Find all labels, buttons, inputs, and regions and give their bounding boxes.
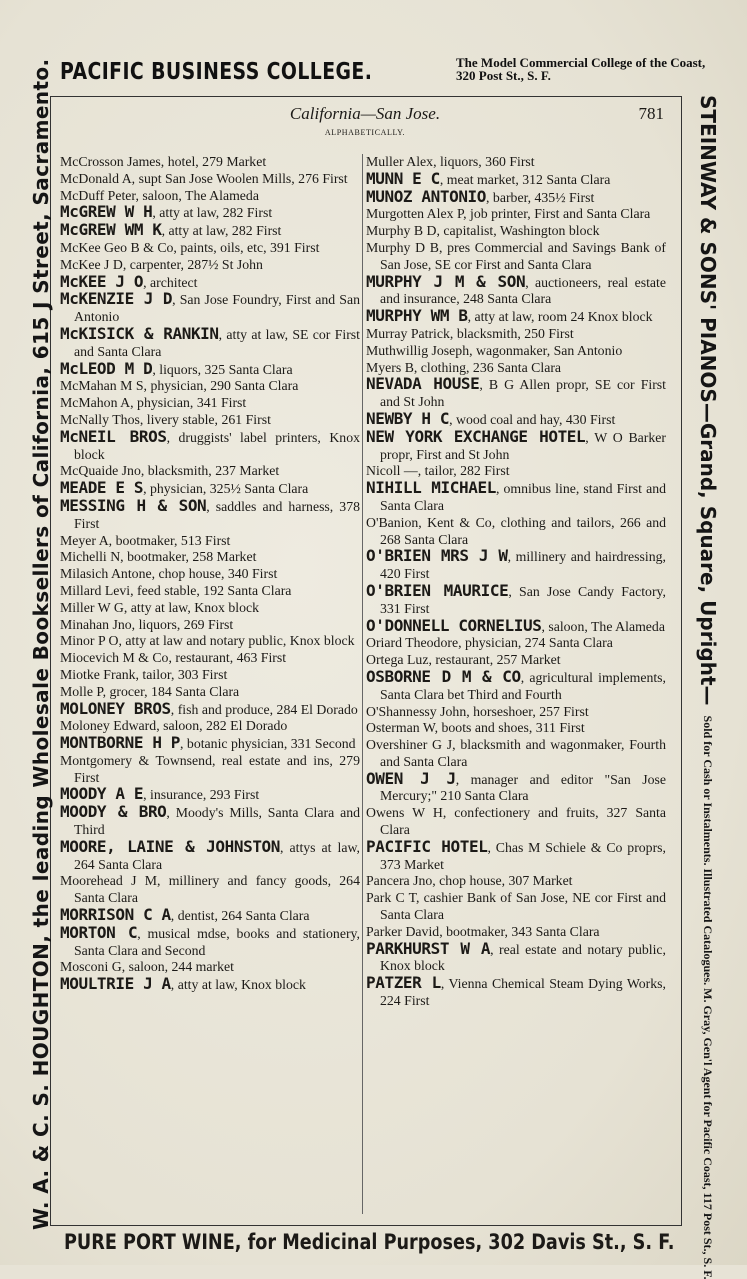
entry-name: MESSING H & SON: [60, 495, 207, 515]
entry-name: McGREW W H: [60, 202, 153, 222]
column-divider: [362, 154, 363, 1214]
entry-details: , liquors, 269 First: [131, 616, 234, 632]
entry-details: , physician, 290 Santa Clara: [143, 378, 299, 394]
top-ad-title: PACIFIC BUSINESS COLLEGE.: [60, 59, 373, 85]
entry-name: Pancera Jno: [366, 873, 433, 889]
entry-details: , saloon, The Alameda: [135, 187, 259, 203]
entry-details: , liquors, 360 First: [433, 154, 535, 169]
entry-name: McGREW WM K: [60, 220, 162, 240]
entry-name: McNEIL BROS: [60, 426, 167, 446]
directory-entry: [60, 323, 360, 361]
entry-details: , B G Allen propr, SE cor First and St John: [380, 377, 666, 410]
entry-details: , clothing, 236 Santa Clara: [413, 359, 562, 375]
directory-entry: [366, 223, 666, 240]
directory-entry: [60, 836, 360, 874]
entry-name: MUNN E C: [366, 168, 440, 188]
entry-name: O'Shannessy John: [366, 703, 467, 719]
entry-details: , physician, 341 First: [130, 395, 247, 411]
entry-name: Mosconi G: [60, 959, 122, 975]
directory-entry: [60, 533, 360, 550]
entry-name: Murray Patrick: [366, 325, 450, 341]
entry-details: , real estate and notary public, Knox block: [380, 941, 666, 974]
entry-name: Montgomery & Townsend: [60, 752, 212, 768]
entry-details: , auctioneers, real estate and insurance, 248 Santa Clara: [380, 274, 666, 307]
entry-name: Parker David: [366, 923, 440, 939]
right-margin-main: STEINWAY & SONS' PIANOS—Grand, Square, Upright—: [696, 95, 720, 706]
entry-name: MEADE E S: [60, 478, 144, 498]
entry-name: PACIFIC HOTEL: [366, 836, 488, 856]
directory-entry: [60, 600, 360, 617]
entry-details: , bootmaker, 343 Santa Clara: [439, 923, 600, 939]
entry-name: McDonald A: [60, 170, 132, 186]
directory-entry: [60, 976, 360, 994]
directory-entry: [60, 395, 360, 412]
directory-entry: [60, 154, 360, 171]
entry-name: McKee J D: [60, 256, 123, 272]
directory-entry: [366, 376, 666, 411]
entry-details: , Chas M Schiele & Co proprs, 373 Market: [380, 839, 666, 872]
entry-details: , saloon, 282 El Dorado: [156, 718, 288, 734]
directory-entry: [366, 768, 666, 806]
entry-details: , chop house, 307 Market: [432, 873, 573, 889]
entry-name: MONTBORNE H P: [60, 733, 181, 753]
directory-entry: [60, 583, 360, 600]
entry-details: , saloon, 244 market: [121, 959, 234, 975]
entry-details: , restaurant, 463 First: [168, 650, 287, 666]
directory-entry: [366, 426, 666, 464]
entry-details: , San Jose Candy Factory, 331 First: [380, 583, 666, 616]
directory-entry: [366, 515, 666, 549]
entry-details: , bootmaker, 258 Market: [120, 549, 257, 565]
entry-name: Minor P O: [60, 633, 119, 649]
directory-entry: [366, 635, 666, 652]
directory-entry: [366, 890, 666, 924]
entry-details: , pres Commercial and Savings Bank of San Jose, SE cor First and Santa Clara: [380, 239, 666, 272]
entry-details: , atty at law, 282 First: [152, 205, 273, 221]
entry-name: Oriard Theodore: [366, 635, 459, 651]
right-column: [366, 154, 666, 1010]
entry-details: , omnibus line, stand First and Santa Clara: [380, 481, 666, 513]
entry-details: , hotel, 279 Market: [160, 154, 267, 169]
entry-name: Miller W G: [60, 599, 124, 615]
left-margin-advertisement: W. A. & C. S. HOUGHTON, the leading Wholesale Booksellers of California, 615 J Street, Sacramento.: [29, 58, 53, 1230]
directory-entry: [60, 549, 360, 566]
entry-name: MUNOZ ANTONIO: [366, 186, 487, 206]
entry-details: , manager and editor "San Jose Mercury;" 210 Santa Clara: [380, 771, 666, 804]
directory-entry: [60, 633, 360, 650]
entry-name: OWEN J J: [366, 768, 456, 788]
entry-name: Ortega Luz: [366, 652, 429, 668]
entry-details: , blacksmith and wagonmaker, Fourth and Santa Clara: [380, 737, 666, 769]
directory-entry: [366, 186, 666, 207]
entry-details: , confectionery and fruits, 327 Santa Clara: [380, 805, 666, 838]
entry-name: MORRISON C A: [60, 905, 171, 925]
entry-name: Murphy D B: [366, 239, 439, 255]
entry-name: Overshiner G J: [366, 737, 453, 753]
entry-name: O'BRIEN MRS J W: [366, 546, 508, 566]
directory-entry: [60, 291, 360, 326]
entry-name: O'BRIEN MAURICE: [366, 580, 509, 600]
entry-details: , grocer, 184 Santa Clara: [102, 683, 240, 699]
entry-name: Minahan Jno: [60, 616, 132, 632]
entry-name: MOORE, LAINE & JOHNSTON: [60, 836, 281, 856]
entry-name: NEWBY H C: [366, 408, 450, 428]
entry-name: MOODY A E: [60, 784, 144, 804]
entry-details: , dentist, 264 Santa Clara: [170, 908, 310, 924]
entry-details: , Moody's Mills, Santa Clara and Third: [74, 805, 361, 838]
entry-details: , boots and shoes, 311 First: [434, 720, 585, 736]
entry-details: , barber, 435½ First: [486, 189, 595, 205]
entry-name: Park C T: [366, 890, 417, 906]
entry-name: PATZER L: [366, 973, 441, 993]
entry-name: McDuff Peter: [60, 187, 136, 203]
entry-name: Muller Alex: [366, 154, 434, 169]
entry-details: , musical mdse, books and stationery, Santa Clara and Second: [74, 925, 360, 958]
directory-entry: [60, 358, 360, 379]
entry-details: , tailor, 303 First: [135, 666, 228, 682]
entry-name: NIHILL MICHAEL: [366, 478, 496, 498]
entry-name: McMahan M S: [60, 378, 144, 394]
page-number: 781: [638, 104, 664, 123]
entry-details: , cashier Bank of San Jose, NE cor First and Santa Clara: [380, 890, 667, 923]
directory-entry: [366, 704, 666, 721]
directory-entry: [366, 480, 666, 515]
entry-details: , horseshoer, 257 First: [466, 703, 589, 719]
page-title: California—San Jose.: [289, 104, 441, 123]
directory-entry: [366, 343, 666, 360]
entry-name: Myers B: [366, 359, 414, 375]
entry-details: , atty at law, Knox block: [123, 599, 260, 615]
directory-entry: [60, 378, 360, 395]
directory-entry: [366, 326, 666, 343]
right-margin-small: Sold for Cash or Instalments. Illustrated Catalogues. M. Gray, Gen'l Agent for Pacific Coast, 117 Post St., S. F.: [701, 715, 716, 1279]
directory-entry: [366, 615, 666, 636]
directory-entry: [60, 922, 360, 960]
entry-details: , saddles and harness, 378 First: [74, 498, 360, 531]
entry-details: , supt San Jose Woolen Mills, 276 First: [131, 170, 348, 186]
entry-details: , botanic physician, 331 Second: [180, 736, 356, 752]
entry-details: , job printer, First and Santa Clara: [463, 206, 651, 222]
directory-entry: [60, 873, 360, 907]
entry-name: Meyer A: [60, 532, 109, 548]
directory-entry: [366, 206, 666, 223]
entry-name: Milasich Antone: [60, 566, 152, 582]
directory-entry: [60, 617, 360, 634]
entry-details: , saloon, The Alameda: [541, 618, 665, 634]
top-advertisement: [60, 52, 706, 92]
entry-name: PARKHURST W A: [366, 938, 491, 958]
directory-entry: [366, 805, 666, 839]
entry-details: , druggists' label printers, Knox block: [74, 429, 360, 462]
entry-name: McMahon A: [60, 395, 131, 411]
entry-details: , tailor, 282 First: [417, 463, 510, 479]
entry-details: , restaurant, 257 Market: [428, 652, 561, 668]
entry-details: , chop house, 340 First: [151, 566, 278, 582]
entry-name: Miocevich M & Co: [60, 650, 169, 666]
entry-name: Michelli N: [60, 549, 121, 565]
entry-name: Moloney Edward: [60, 718, 157, 734]
entry-details: , atty at law, room 24 Knox block: [467, 309, 653, 325]
directory-entry: [366, 938, 666, 976]
entry-details: , bootmaker, 513 First: [108, 532, 231, 548]
entry-name: Osterman W: [366, 720, 435, 736]
entry-details: , livery stable, 261 First: [139, 411, 271, 427]
entry-details: , wagonmaker, San Antonio: [469, 342, 623, 358]
entry-name: O'Banion, Kent & Co: [366, 514, 492, 530]
entry-details: , atty at law, Knox block: [170, 977, 306, 993]
directory-entry: [60, 650, 360, 667]
entry-details: , paints, oils, etc, 391 First: [173, 239, 320, 255]
entry-details: , attys at law, 264 Santa Clara: [74, 839, 360, 872]
entry-details: , insurance, 293 First: [143, 787, 260, 803]
directory-entry: [60, 495, 360, 533]
entry-name: McKENZIE J D: [60, 289, 173, 309]
entry-name: McKISICK & RANKIN: [60, 323, 219, 343]
entry-name: MORTON C: [60, 922, 138, 942]
entry-details: , agricultural implements, Santa Clara bet Third and Fourth: [380, 669, 666, 702]
entry-name: MURPHY J M & SON: [366, 271, 526, 291]
directory-entry: [366, 666, 666, 704]
entry-details: , blacksmith, 237 Market: [140, 463, 280, 479]
entry-name: OSBORNE D M & CO: [366, 666, 521, 686]
entry-details: , atty at law and notary public, Knox block: [118, 633, 355, 649]
entry-details: , wood coal and hay, 430 First: [449, 411, 616, 427]
directory-entry: [60, 240, 360, 257]
page-header: [60, 104, 670, 138]
directory-entry: [60, 426, 360, 464]
entry-name: Muthwillig Joseph: [366, 342, 470, 358]
entry-name: McNally Thos: [60, 411, 140, 427]
entry-name: McQuaide Jno: [60, 463, 141, 479]
entry-details: , blacksmith, 250 First: [449, 325, 574, 341]
entry-name: NEVADA HOUSE: [366, 374, 480, 394]
entry-details: , real estate and ins, 279 First: [74, 752, 360, 785]
directory-entry: [366, 873, 666, 890]
entry-details: , millinery and hairdressing, 420 First: [380, 549, 666, 582]
entry-name: MOODY & BRO: [60, 802, 167, 822]
directory-entry: [366, 240, 666, 274]
directory-entry: [60, 222, 360, 240]
entry-details: , physician, 325½ Santa Clara: [143, 481, 309, 497]
entry-name: MOULTRIE J A: [60, 974, 171, 994]
directory-entry: [60, 171, 360, 188]
directory-entry: [366, 836, 666, 874]
entry-details: , feed stable, 192 Santa Clara: [130, 582, 292, 598]
left-column: [60, 154, 360, 994]
bottom-advertisement: [64, 1230, 674, 1260]
directory-entry: [60, 566, 360, 583]
entry-name: O'DONNELL CORNELIUS: [366, 615, 542, 635]
entry-details: , meat market, 312 Santa Clara: [439, 171, 611, 187]
directory-entry: [366, 271, 666, 309]
entry-name: Millard Levi: [60, 582, 131, 598]
entry-details: , atty at law, 282 First: [161, 223, 282, 239]
directory-entry: [60, 698, 360, 719]
entry-details: , liquors, 325 Santa Clara: [152, 361, 293, 377]
directory-entry: [366, 548, 666, 583]
entry-details: , millinery and fancy goods, 264 Santa Clara: [74, 873, 360, 906]
right-margin-advertisement: [678, 95, 738, 1279]
directory-entry: [60, 804, 360, 839]
directory-entry: [60, 667, 360, 684]
entry-details: , Vienna Chemical Steam Dying Works, 224 First: [380, 976, 666, 1009]
entry-name: MURPHY WM B: [366, 306, 468, 326]
entry-name: McCrosson James: [60, 154, 161, 169]
directory-entry: [366, 580, 666, 618]
entry-name: Miotke Frank: [60, 666, 136, 682]
bottom-ad-text: PURE PORT WINE, for Medicinal Purposes, 302 Davis St., S. F.: [64, 1230, 675, 1254]
entry-name: Nicoll —: [366, 463, 418, 479]
entry-details: , San Jose Foundry, First and San Antonio: [74, 292, 360, 325]
directory-entry: [60, 753, 360, 787]
entry-name: McKEE J O: [60, 271, 144, 291]
entry-name: Murphy B D: [366, 223, 437, 239]
entry-details: , clothing and tailors, 266 and 268 Santa Clara: [380, 514, 666, 547]
entry-name: Owens W H: [366, 805, 443, 821]
top-ad-tagline: The Model Commercial College of the Coast, 320 Post St., S. F.: [456, 55, 706, 83]
entry-details: , carpenter, 287½ St John: [122, 256, 263, 272]
entry-name: Moorehead J M: [60, 873, 157, 889]
entry-details: , capitalist, Washington block: [436, 223, 600, 239]
entry-details: , atty at law, SE cor First and Santa Clara: [74, 326, 360, 359]
entry-details: , fish and produce, 284 El Dorado: [170, 701, 358, 717]
entry-name: Murgotten Alex P: [366, 206, 464, 222]
entry-name: McKee Geo B & Co: [60, 239, 174, 255]
page-subtitle: ALPHABETICALLY.: [324, 128, 406, 137]
directory-entry: [60, 735, 360, 753]
entry-details: , architect: [143, 274, 198, 290]
entry-details: , W O Barker propr, First and St John: [380, 429, 666, 462]
entry-name: MOLONEY BROS: [60, 698, 171, 718]
directory-entry: [366, 737, 666, 771]
entry-name: McLEOD M D: [60, 358, 153, 378]
directory-entry: [366, 975, 666, 1010]
entry-name: NEW YORK EXCHANGE HOTEL: [366, 426, 586, 446]
entry-name: Molle P: [60, 683, 103, 699]
directory-entry: [366, 308, 666, 326]
entry-details: , physician, 274 Santa Clara: [458, 635, 613, 651]
directory-entry: [366, 720, 666, 737]
